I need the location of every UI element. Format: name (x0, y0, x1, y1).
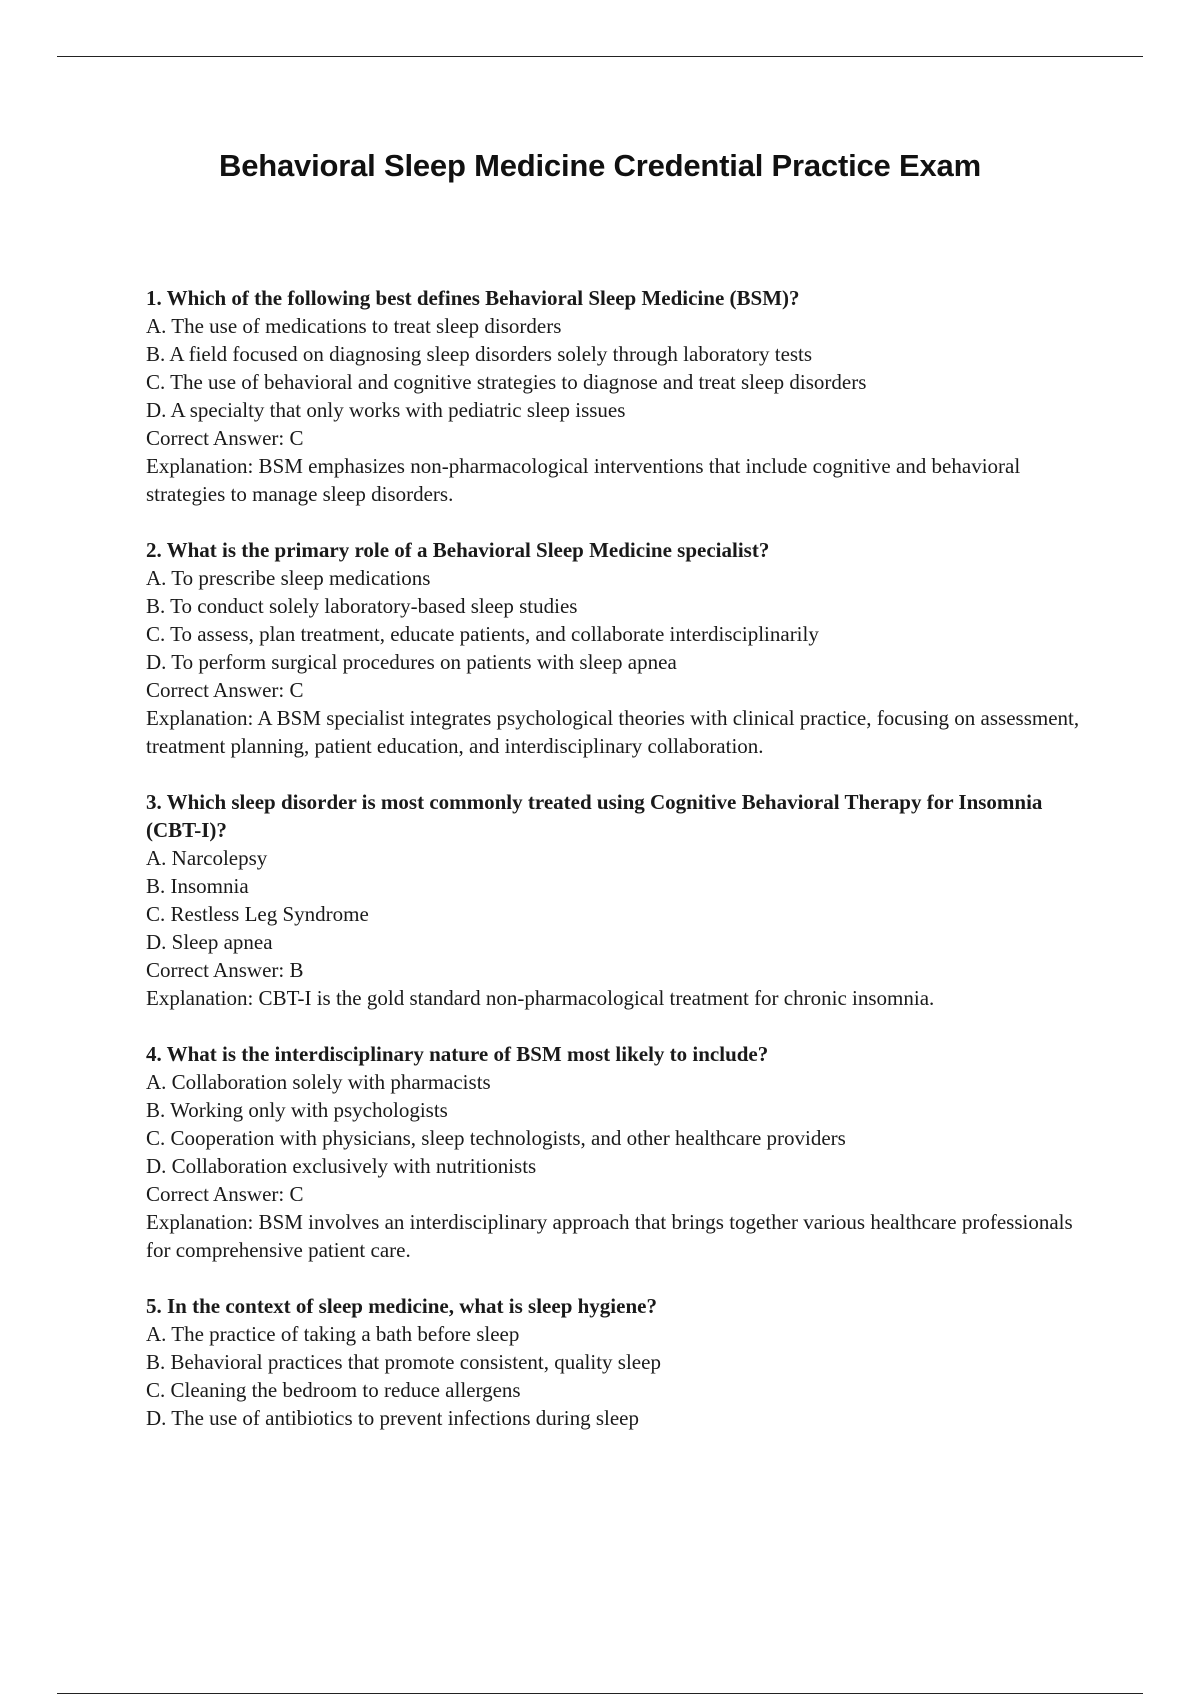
question-stem: 4. What is the interdisciplinary nature of BSM most likely to include? (146, 1042, 769, 1066)
answer-option-c: C. To assess, plan treatment, educate patients, and collaborate interdisciplinarily (146, 622, 819, 646)
answer-option-a: A. The use of medications to treat sleep disorders (146, 314, 562, 338)
question-stem: 2. What is the primary role of a Behavioral Sleep Medicine specialist? (146, 538, 770, 562)
answer-option-c: C. Cooperation with physicians, sleep technologists, and other healthcare providers (146, 1126, 846, 1150)
correct-answer: Correct Answer: C (146, 678, 304, 702)
answer-option-b: B. Behavioral practices that promote consistent, quality sleep (146, 1350, 661, 1374)
question-4 (146, 1040, 1091, 1264)
answer-option-c: C. Restless Leg Syndrome (146, 902, 369, 926)
explanation: Explanation: CBT-I is the gold standard non-pharmacological treatment for chronic insomnia. (146, 986, 935, 1010)
question-5 (146, 1292, 1091, 1432)
correct-answer: Correct Answer: C (146, 1182, 304, 1206)
answer-option-d: D. The use of antibiotics to prevent infections during sleep (146, 1406, 639, 1430)
question-3 (146, 788, 1091, 1012)
question-stem: 3. Which sleep disorder is most commonly treated using Cognitive Behavioral Therapy for Insomnia (CBT-I)? (146, 790, 1043, 842)
page-title: Behavioral Sleep Medicine Credential Practice Exam (219, 148, 981, 183)
answer-option-a: A. Collaboration solely with pharmacists (146, 1070, 491, 1094)
answer-option-c: C. The use of behavioral and cognitive strategies to diagnose and treat sleep disorders (146, 370, 867, 394)
answer-option-d: D. Sleep apnea (146, 930, 273, 954)
question-stem: 5. In the context of sleep medicine, what is sleep hygiene? (146, 1294, 657, 1318)
question-stem: 1. Which of the following best defines Behavioral Sleep Medicine (BSM)? (146, 286, 800, 310)
answer-option-b: B. A field focused on diagnosing sleep disorders solely through laboratory tests (146, 342, 813, 366)
answer-option-a: A. Narcolepsy (146, 846, 268, 870)
answer-option-b: B. Working only with psychologists (146, 1098, 448, 1122)
question-1 (146, 284, 1091, 508)
correct-answer: Correct Answer: C (146, 426, 304, 450)
answer-option-a: A. To prescribe sleep medications (146, 566, 431, 590)
answer-option-a: A. The practice of taking a bath before sleep (146, 1322, 520, 1346)
header-rule (57, 56, 1143, 57)
question-list (146, 284, 1091, 1460)
explanation: Explanation: BSM involves an interdisciplinary approach that brings together various healthcare professionals for comprehensive patient care. (146, 1210, 1073, 1262)
correct-answer: Correct Answer: B (146, 958, 304, 982)
footer-rule (57, 1693, 1143, 1694)
answer-option-d: D. Collaboration exclusively with nutritionists (146, 1154, 537, 1178)
question-2 (146, 536, 1091, 760)
answer-option-d: D. A specialty that only works with pediatric sleep issues (146, 398, 626, 422)
answer-option-c: C. Cleaning the bedroom to reduce allergens (146, 1378, 521, 1402)
explanation: Explanation: BSM emphasizes non-pharmacological interventions that include cognitive and behavioral strategies to manage sleep disorders. (146, 454, 1021, 506)
answer-option-b: B. Insomnia (146, 874, 249, 898)
explanation: Explanation: A BSM specialist integrates psychological theories with clinical practice, focusing on assessment, treatment planning, patient education, and interdisciplinary collaboration. (146, 706, 1080, 758)
answer-option-d: D. To perform surgical procedures on patients with sleep apnea (146, 650, 677, 674)
answer-option-b: B. To conduct solely laboratory-based sleep studies (146, 594, 578, 618)
